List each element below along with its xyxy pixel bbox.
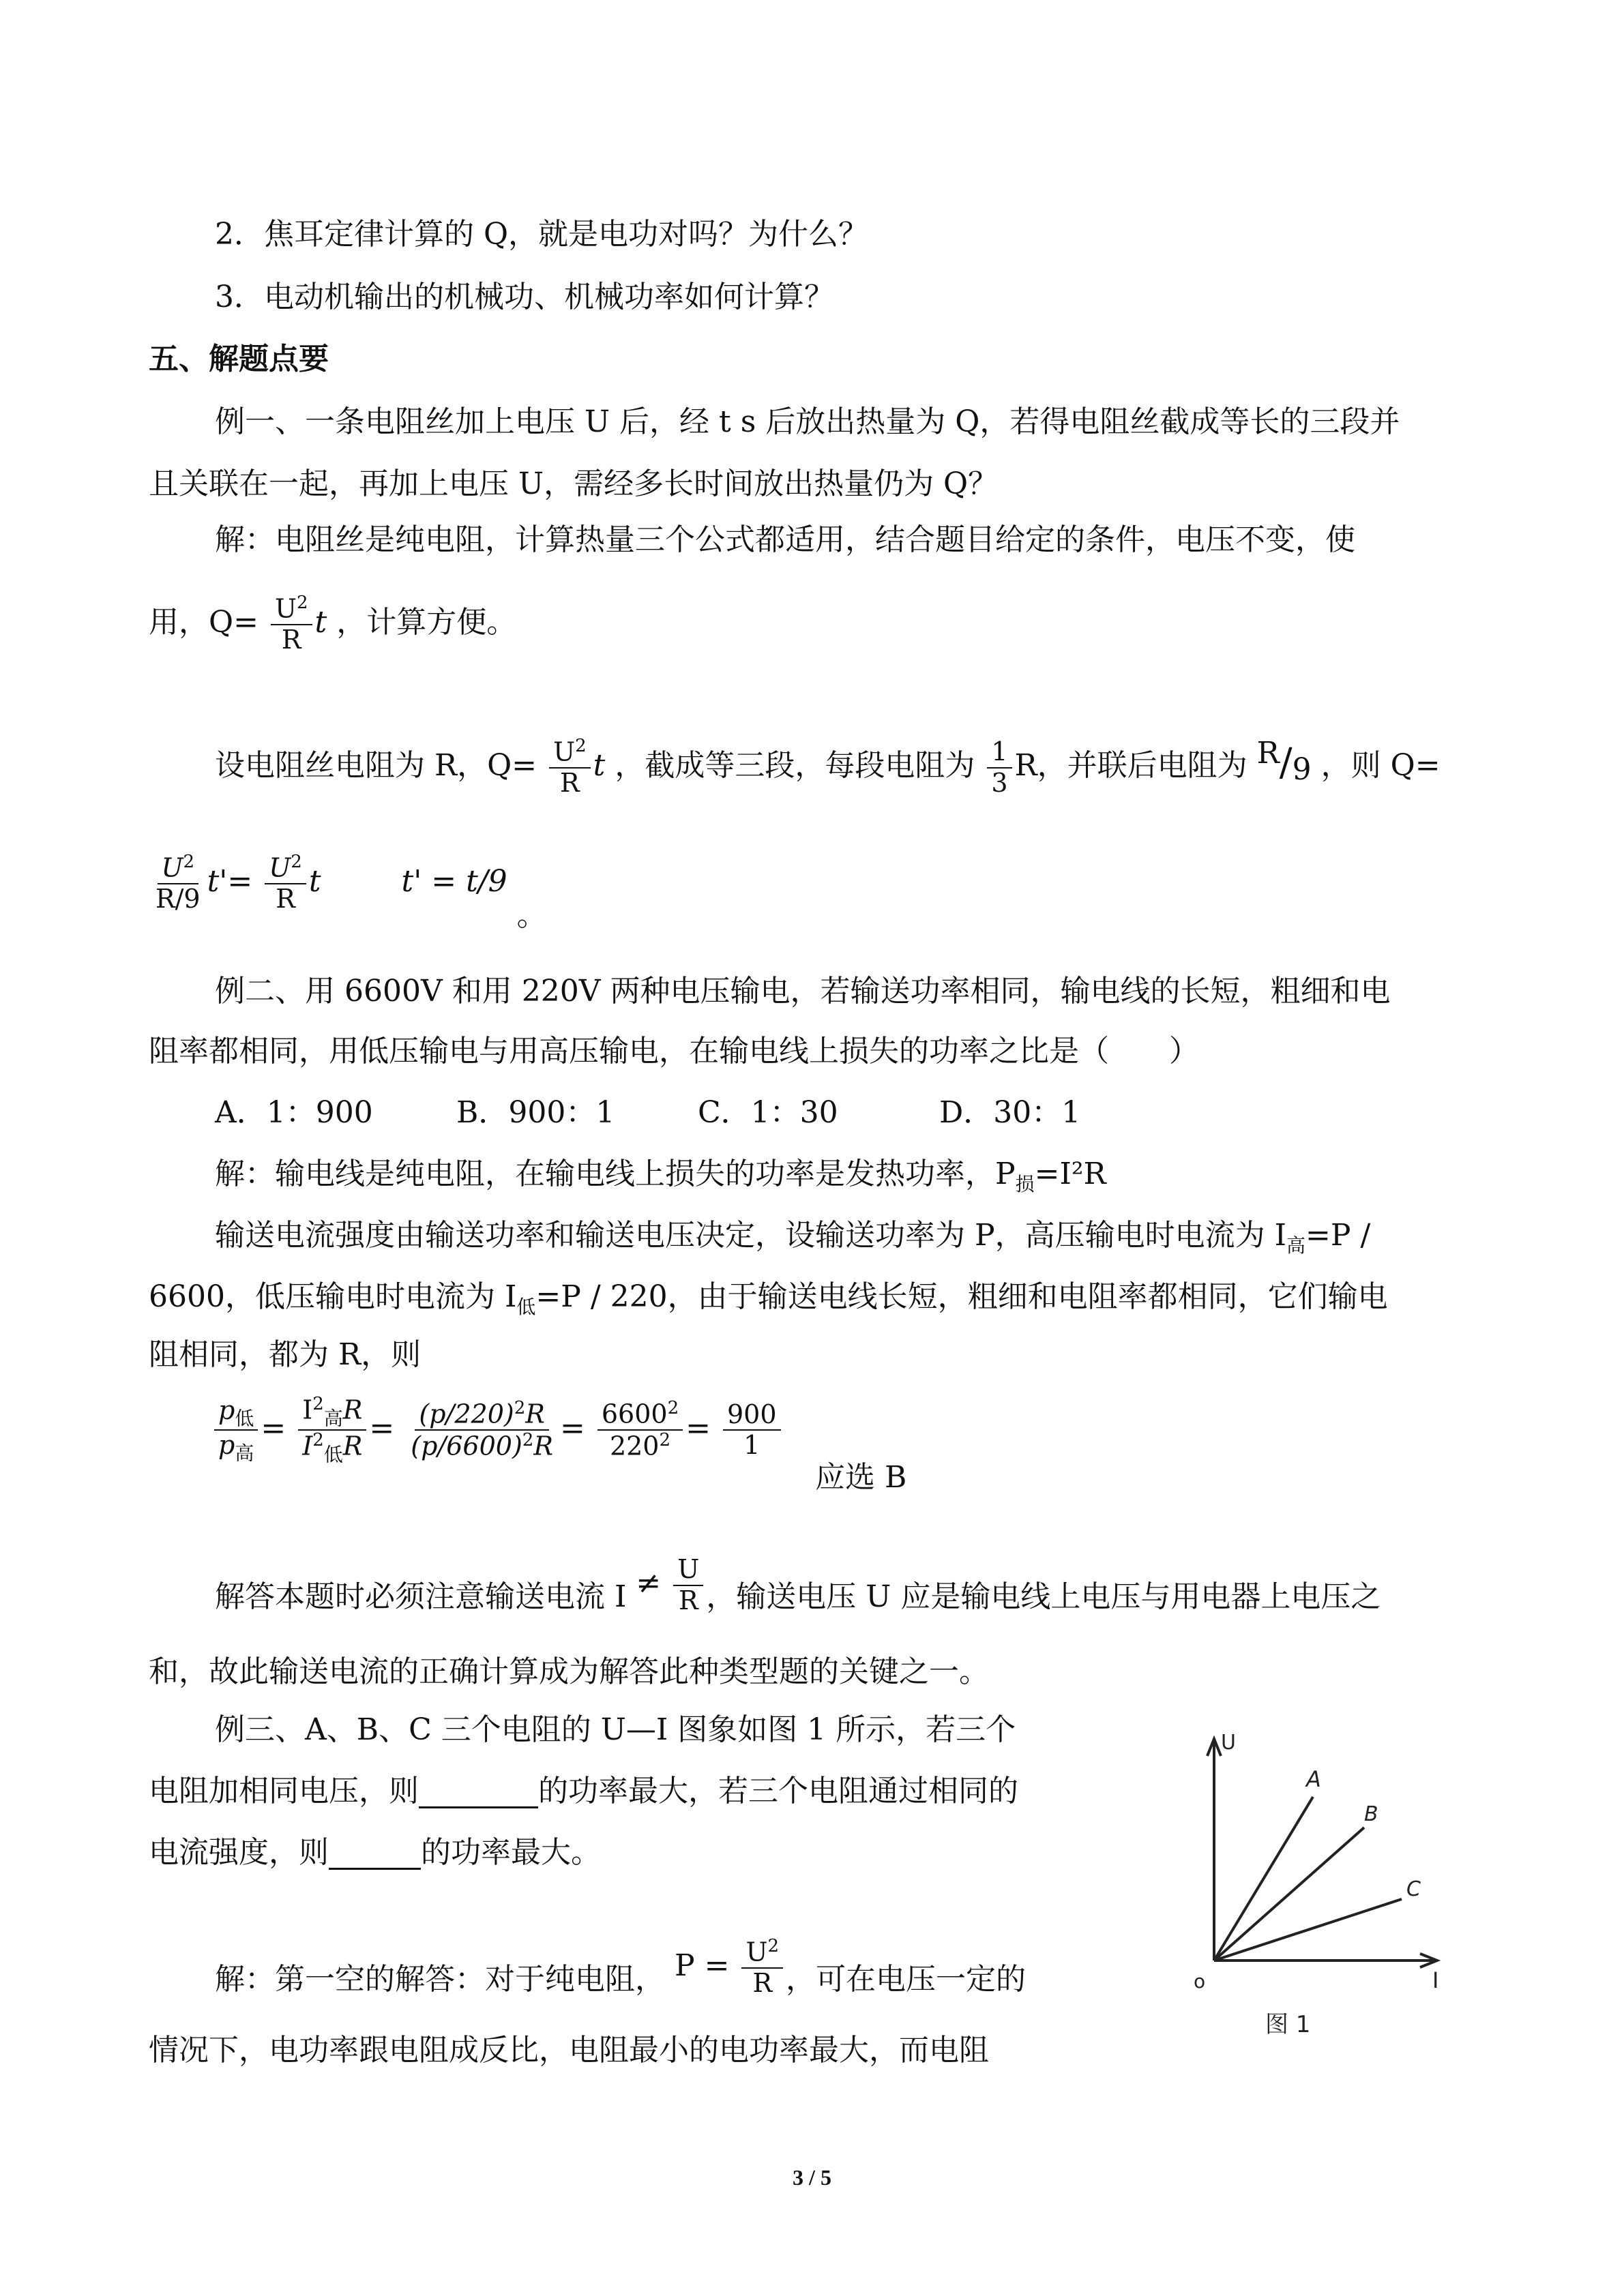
text-segment: 。 xyxy=(516,898,547,934)
equals-sign: = xyxy=(369,1410,395,1446)
text-segment: 6600，低压输电时电流为 I xyxy=(149,1279,517,1314)
text-segment: 解答本题时必须注意输送电流 I xyxy=(215,1579,627,1615)
answer-blank-2[interactable] xyxy=(329,1838,421,1870)
numerator: 900 xyxy=(723,1400,781,1431)
choice-a: A．1：900 xyxy=(215,1095,373,1130)
solution-1-line-3 xyxy=(215,736,1441,799)
numerator: U xyxy=(274,593,297,624)
text-segment: R，并联后电阻为 xyxy=(1014,748,1247,784)
solution-1-line-1: 解：电阻丝是纯电阻，计算热量三个公式都适用，结合题目给定的条件，电压不变，使 xyxy=(215,522,1355,557)
fraction-u2-over-r xyxy=(271,593,312,655)
text-segment: ，可在电压一定的 xyxy=(786,1962,1027,1997)
question-2: 2．焦耳定律计算的 Q，就是电功对吗？为什么？ xyxy=(215,217,869,252)
line-b xyxy=(1214,1828,1364,1960)
text-segment: 电阻加相同电压，则 xyxy=(149,1774,419,1808)
subscript: 低 xyxy=(516,1295,536,1318)
answer-blank-1[interactable] xyxy=(419,1776,538,1808)
text-segment: 解：输电线是纯电阻，在输电线上损失的功率是发热功率，P xyxy=(215,1157,1016,1191)
denominator: 1 xyxy=(743,1430,761,1461)
denominator: R xyxy=(281,625,301,655)
denominator: 3 xyxy=(991,767,1008,798)
not-equal-sign: ≠ xyxy=(636,1566,662,1601)
result-t-prime: t' = t/9 xyxy=(401,864,507,899)
exponent: 2 xyxy=(291,852,302,872)
variable-t: t xyxy=(314,605,327,640)
exponent: 2 xyxy=(514,1398,526,1419)
exponent: 2 xyxy=(312,1394,324,1414)
fraction-u2-over-r xyxy=(549,736,591,799)
fraction-voltage-ratio xyxy=(597,1399,683,1462)
fraction-current-ratio xyxy=(298,1395,366,1466)
text-segment: =P / 220，由于输送电线长短，粗细和电阻率都相同，它们输电 xyxy=(535,1279,1388,1314)
line-a xyxy=(1214,1797,1313,1960)
fraction-u-over-r xyxy=(673,1555,703,1615)
fraction-power-ratio xyxy=(407,1399,557,1462)
numerator: (p/220) xyxy=(419,1399,514,1429)
numerator: I xyxy=(302,1395,313,1425)
example-1-line-2: 且关联在一起，再加上电压 U，需经多长时间放出热量仍为 Q？ xyxy=(149,466,999,501)
fraction-result xyxy=(723,1400,781,1461)
choice-c: C．1：30 xyxy=(698,1095,838,1130)
fraction-r-over-9: R/9 xyxy=(1256,736,1312,788)
solution-2-line-1 xyxy=(215,1159,1106,1194)
subscript: 高 xyxy=(1286,1234,1305,1257)
denominator: I xyxy=(302,1431,313,1462)
numerator: U xyxy=(553,736,576,767)
exponent: 2 xyxy=(667,1398,679,1419)
numerator: U xyxy=(745,1937,768,1967)
example-3-line-3 xyxy=(149,1835,601,1870)
axis-label-u: U xyxy=(1221,1731,1236,1755)
solution-2-equation xyxy=(211,1395,784,1466)
subscript: 低 xyxy=(235,1407,254,1430)
equals-sign: = xyxy=(559,1410,585,1446)
axis-label-i: I xyxy=(1432,1967,1439,1993)
numerator: U xyxy=(269,852,291,883)
denominator: R xyxy=(560,768,580,799)
label-b: B xyxy=(1364,1802,1378,1826)
origin-label: o xyxy=(1194,1970,1206,1993)
label-c: C xyxy=(1406,1877,1421,1901)
example-1-line-1: 例一、一条电阻丝加上电压 U 后，经 t s 后放出热量为 Q，若得电阻丝截成等长的三段并 xyxy=(215,404,1400,439)
exponent: 2 xyxy=(312,1430,324,1451)
solution-1-equation xyxy=(149,852,547,934)
denominator: R xyxy=(752,1968,773,1999)
text-segment: 的功率最大，若三个电阻通过相同的 xyxy=(538,1774,1018,1808)
text-segment: ，则 Q= xyxy=(1320,748,1441,784)
subscript: 高 xyxy=(323,1407,343,1430)
denominator: 9 xyxy=(1292,752,1312,788)
numerator: R xyxy=(1256,736,1280,771)
choice-d: D．30：1 xyxy=(939,1095,1081,1130)
equals-sign: = xyxy=(227,864,253,899)
example-2-line-2: 阻率都相同，用低压输电与用高压输电，在输电线上损失的功率之比是（ ） xyxy=(149,1034,1199,1069)
exponent: 2 xyxy=(767,1936,780,1956)
text-segment: 电流强度，则 xyxy=(149,1835,329,1870)
solution-2-line-3 xyxy=(149,1279,1388,1318)
denominator: R xyxy=(276,884,295,914)
figure-caption: 图 1 xyxy=(1265,2011,1311,2038)
numerator: 1 xyxy=(987,737,1012,769)
numerator: 6600 xyxy=(601,1399,668,1429)
example-3-line-1: 例三、A、B、C 三个电阻的 U—I 图象如图 1 所示，若三个 xyxy=(215,1712,1016,1747)
variable-t-prime: t' xyxy=(207,864,228,899)
choice-b: B．900：1 xyxy=(456,1095,615,1130)
power-label: P = xyxy=(675,1948,730,1984)
equals-sign: = xyxy=(685,1410,711,1446)
exponent: 2 xyxy=(296,593,308,613)
text-segment: =I²R xyxy=(1034,1157,1106,1191)
exponent: 2 xyxy=(183,852,195,872)
fraction-u2-over-r9 xyxy=(151,852,205,914)
exponent: 2 xyxy=(522,1430,534,1451)
denominator: (p/6600) xyxy=(411,1431,522,1462)
text-segment: ，截成等三段，每段电阻为 xyxy=(615,748,975,784)
example-2-line-1: 例二、用 6600V 和用 220V 两种电压输电，若输送功率相同，输电线的长短，粗细和电 xyxy=(215,974,1391,1009)
text-segment: 解：第一空的解答：对于纯电阻， xyxy=(215,1962,665,1997)
fraction-one-third xyxy=(987,737,1012,798)
example-3-line-2 xyxy=(149,1776,1018,1808)
denominator: p xyxy=(218,1430,235,1461)
note-line-2: 和，故此输送电流的正确计算成为解答此种类型题的关键之一。 xyxy=(149,1654,989,1689)
subscript: 低 xyxy=(323,1443,343,1466)
solution-2-line-4: 阻相同，都为 R，则 xyxy=(149,1337,422,1372)
numerator: U xyxy=(161,852,183,883)
text-segment: ，输送电压 U 应是输电线上电压与用电器上电压之 xyxy=(706,1579,1381,1615)
solution-3-line-1 xyxy=(215,1936,1027,2012)
solution-3-line-2: 情况下，电功率跟电阻成反比，电阻最小的电功率最大，而电阻 xyxy=(149,2033,989,2068)
text-segment: ，计算方便。 xyxy=(336,605,517,640)
variable-r: R xyxy=(342,1431,363,1462)
numerator: U xyxy=(673,1555,703,1586)
numerator: p xyxy=(218,1395,235,1425)
equals-sign: = xyxy=(261,1410,286,1446)
variable-r: R xyxy=(533,1431,553,1462)
fraction-u2-over-r xyxy=(741,1937,783,1999)
text-segment: 的功率最大。 xyxy=(421,1835,601,1870)
variable-t: t xyxy=(308,864,321,899)
section-heading: 五、解题点要 xyxy=(149,342,329,376)
text-segment: 输送电流强度由输送功率和输送电压决定，设输送功率为 P，高压输电时电流为 I xyxy=(215,1218,1286,1253)
question-3: 3．电动机输出的机械功、机械功率如何计算？ xyxy=(215,280,834,314)
denominator: R xyxy=(678,1585,698,1615)
denominator: R/9 xyxy=(156,884,201,914)
page-number: 3 / 5 xyxy=(793,2165,831,2190)
subscript: 高 xyxy=(235,1442,254,1465)
variable-t: t xyxy=(593,748,606,784)
exponent: 2 xyxy=(575,736,587,756)
label-a: A xyxy=(1306,1766,1321,1792)
note-line-1 xyxy=(215,1554,1381,1629)
solution-1-line-2 xyxy=(149,593,516,655)
subscript: 损 xyxy=(1015,1172,1035,1195)
line-c xyxy=(1214,1899,1402,1960)
figure-1-ui-graph xyxy=(1160,1718,1446,2053)
denominator: 220 xyxy=(609,1431,660,1462)
fraction-u2-over-r xyxy=(265,852,306,914)
fraction-plow-over-phigh xyxy=(214,1396,258,1465)
variable-r: R xyxy=(525,1399,545,1429)
text-segment: 用，Q= xyxy=(149,605,259,640)
text-segment: 设电阻丝电阻为 R，Q= xyxy=(215,748,537,784)
answer-b: 应选 B xyxy=(815,1460,907,1495)
text-segment: =P / xyxy=(1305,1218,1371,1253)
solution-2-line-2 xyxy=(215,1218,1371,1257)
choices xyxy=(215,1095,1171,1130)
variable-r: R xyxy=(342,1395,363,1425)
exponent: 2 xyxy=(659,1430,671,1451)
